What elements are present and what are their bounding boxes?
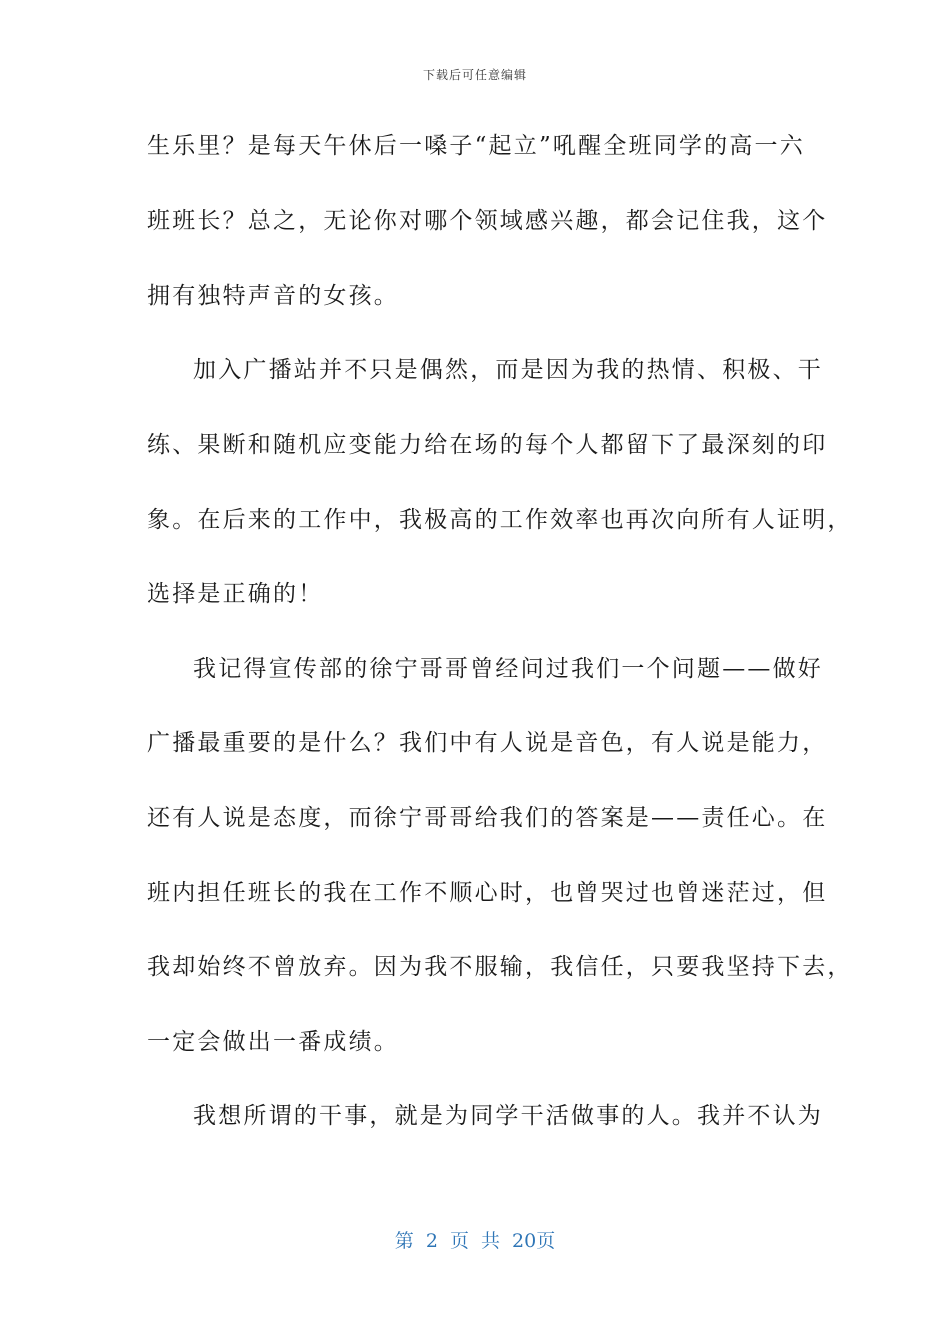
text-line: 一定会做出一番成绩。 (147, 1029, 399, 1055)
text-line: 拥有独特声音的女孩。 (147, 283, 399, 309)
text-line: 还有人说是态度，而徐宁哥哥给我们的答案是——责任心。在 (147, 805, 828, 831)
text-line: 广播最重要的是什么？我们中有人说是音色，有人说是能力， (147, 730, 828, 756)
text-line: 班内担任班长的我在工作不顺心时，也曾哭过也曾迷茫过，但 (147, 880, 828, 906)
paragraph-first-line: 加入广播站并不只是偶然，而是因为我的热情、积极、干 (193, 357, 823, 383)
header-note: 下载后可任意编辑 (422, 68, 527, 82)
page-number-footer: 第 2 页 共 20页 (394, 1230, 556, 1252)
text-line: 选择是正确的！ (147, 581, 324, 607)
text-line: 班班长？总之，无论你对哪个领域感兴趣，都会记住我，这个 (147, 208, 828, 234)
paragraph-first-line: 我记得宣传部的徐宁哥哥曾经问过我们一个问题——做好 (193, 656, 823, 682)
paragraph-first-line: 我想所谓的干事，就是为同学干活做事的人。我并不认为 (193, 1103, 823, 1129)
text-line: 我却始终不曾放弃。因为我不服输，我信任，只要我坚持下去， (147, 954, 853, 980)
text-line: 生乐里？是每天午休后一嗓子“起立”吼醒全班同学的高一六 (147, 133, 805, 159)
text-line: 象。在后来的工作中，我极高的工作效率也再次向所有人证明， (147, 507, 853, 533)
text-line: 练、果断和随机应变能力给在场的每个人都留下了最深刻的印 (147, 432, 828, 458)
